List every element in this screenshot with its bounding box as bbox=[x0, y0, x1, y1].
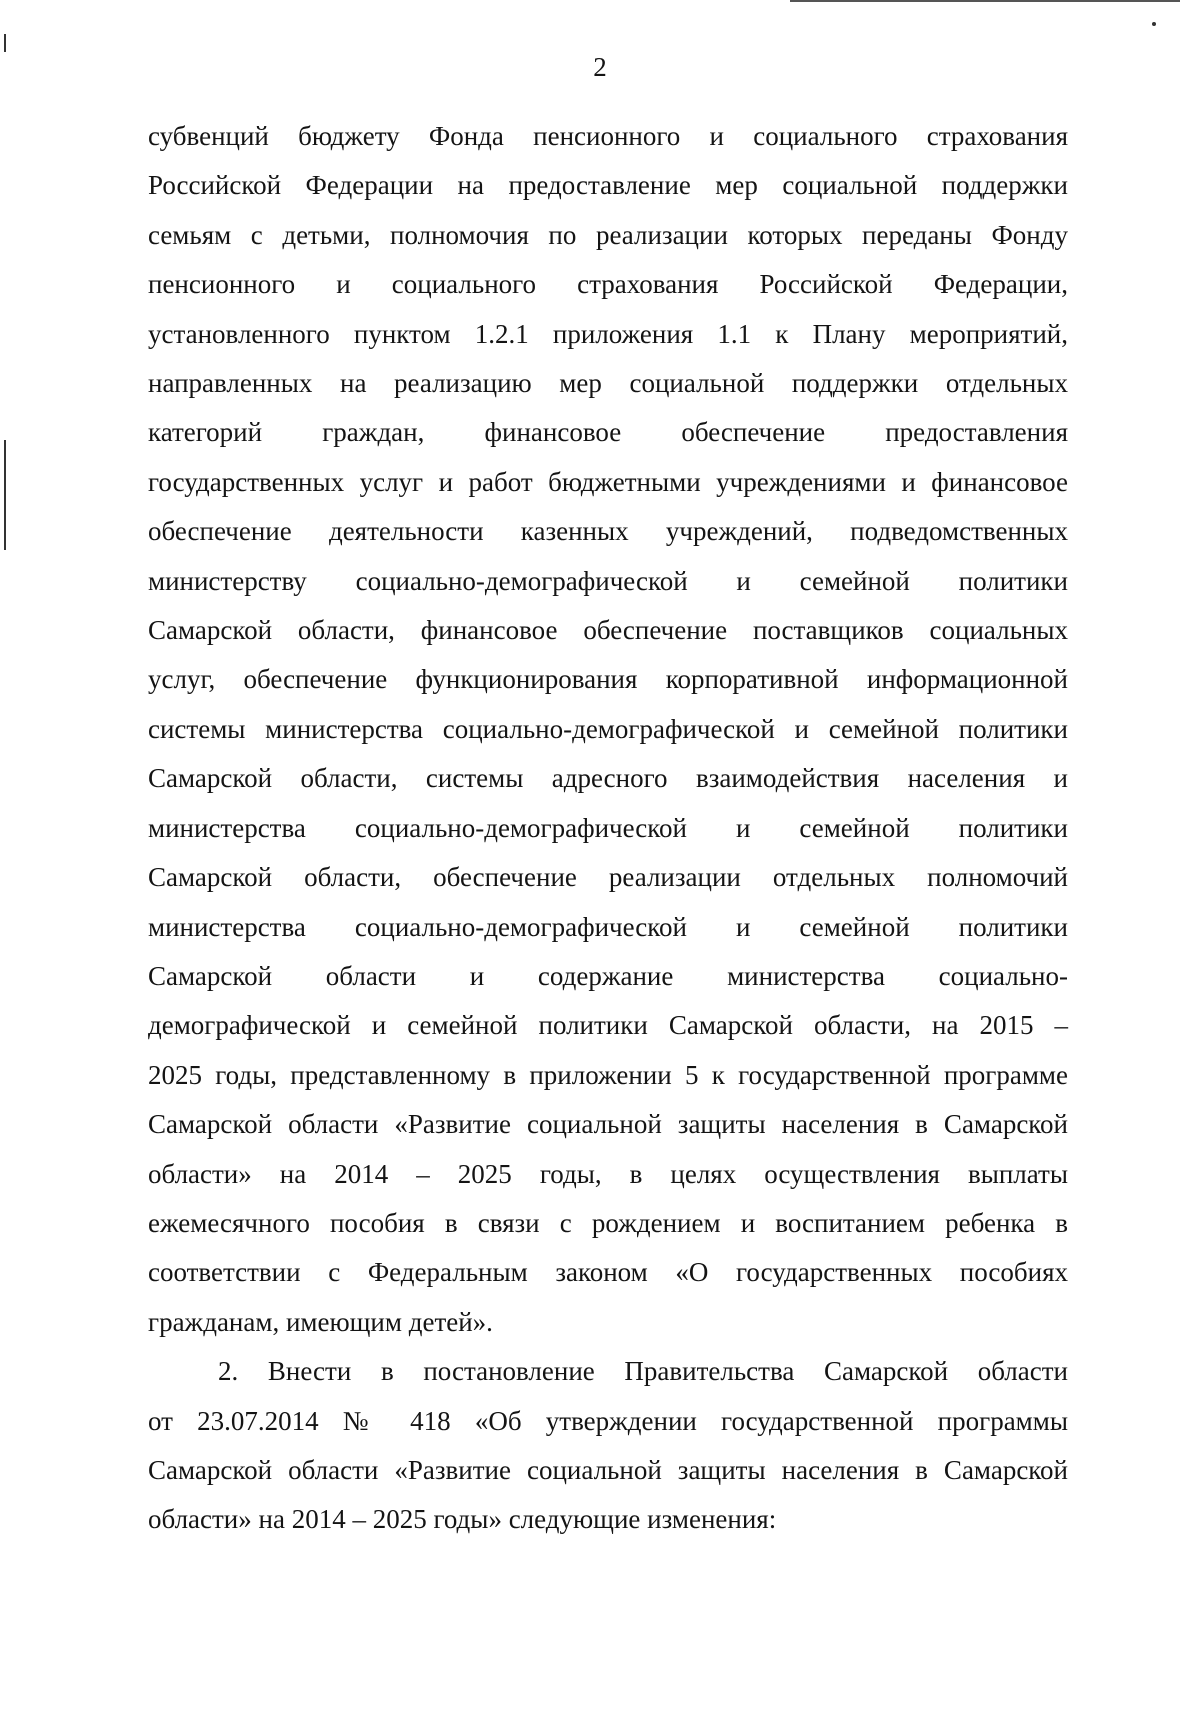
text-line: Самарской области «Развитие социальной защиты населения в Самарской bbox=[148, 1109, 1068, 1140]
text-line: министерству социально-демографической и семейной политики bbox=[148, 565, 1068, 596]
text-line: направленных на реализацию мер социальной поддержки отдельных bbox=[148, 368, 1068, 399]
text-line: государственных услуг и работ бюджетными учреждениями и финансовое bbox=[148, 466, 1068, 497]
text-line: Российской Федерации на предоставление мер социальной поддержки bbox=[148, 170, 1068, 201]
text-line: области» на 2014 – 2025 годы, в целях осуществления выплаты bbox=[148, 1158, 1068, 1189]
text-line: Самарской области, обеспечение реализации отдельных полномочий bbox=[148, 862, 1068, 893]
text-line: системы министерства социально-демографической и семейной политики bbox=[148, 713, 1068, 744]
text-line: услуг, обеспечение функционирования корпоративной информационной bbox=[148, 664, 1068, 695]
text-line: демографической и семейной политики Самарской области, на 2015 – bbox=[148, 1010, 1068, 1041]
scan-mark-left bbox=[4, 34, 6, 52]
scan-mark-left bbox=[4, 440, 6, 550]
text-line: категорий граждан, финансовое обеспечение предоставления bbox=[148, 417, 1068, 448]
page-number: 2 bbox=[593, 52, 607, 82]
text-line: Самарской области, системы адресного взаимодействия населения и bbox=[148, 763, 1068, 794]
text-line: Самарской области «Развитие социальной защиты населения в Самарской bbox=[148, 1454, 1068, 1485]
text-line: семьям с детьми, полномочия по реализации которых переданы Фонду bbox=[148, 219, 1068, 250]
text-line: обеспечение деятельности казенных учреждений, подведомственных bbox=[148, 516, 1068, 547]
paragraph bbox=[148, 1347, 1068, 1545]
text-line: 2025 годы, представленному в приложении 5 к государственной программе bbox=[148, 1059, 1068, 1090]
text-line: соответствии с Федеральным законом «О государственных пособиях bbox=[148, 1257, 1068, 1288]
text-line: Самарской области и содержание министерства социально- bbox=[148, 960, 1068, 991]
text-line: пенсионного и социального страхования Российской Федерации, bbox=[148, 269, 1068, 300]
document-body bbox=[148, 112, 1068, 1545]
text-line: министерства социально-демографической и семейной политики bbox=[148, 911, 1068, 942]
text-line: Самарской области, финансовое обеспечение поставщиков социальных bbox=[148, 615, 1068, 646]
text-line: ежемесячного пособия в связи с рождением и воспитанием ребенка в bbox=[148, 1207, 1068, 1238]
text-line: министерства социально-демографической и семейной политики bbox=[148, 812, 1068, 843]
paragraph bbox=[148, 112, 1068, 1347]
text-line: установленного пунктом 1.2.1 приложения 1.1 к Плану мероприятий, bbox=[148, 318, 1068, 349]
text-line: гражданам, имеющим детей». bbox=[148, 1306, 493, 1337]
scan-dot bbox=[1152, 22, 1156, 26]
text-line: от 23.07.2014 № 418 «Об утверждении государственной программы bbox=[148, 1405, 1068, 1436]
text-line: 2. Внести в постановление Правительства Самарской области bbox=[218, 1356, 1068, 1387]
scan-edge-line bbox=[790, 0, 1180, 2]
text-line: субвенций бюджету Фонда пенсионного и социального страхования bbox=[148, 121, 1068, 151]
text-line: области» на 2014 – 2025 годы» следующие изменения: bbox=[148, 1504, 777, 1535]
